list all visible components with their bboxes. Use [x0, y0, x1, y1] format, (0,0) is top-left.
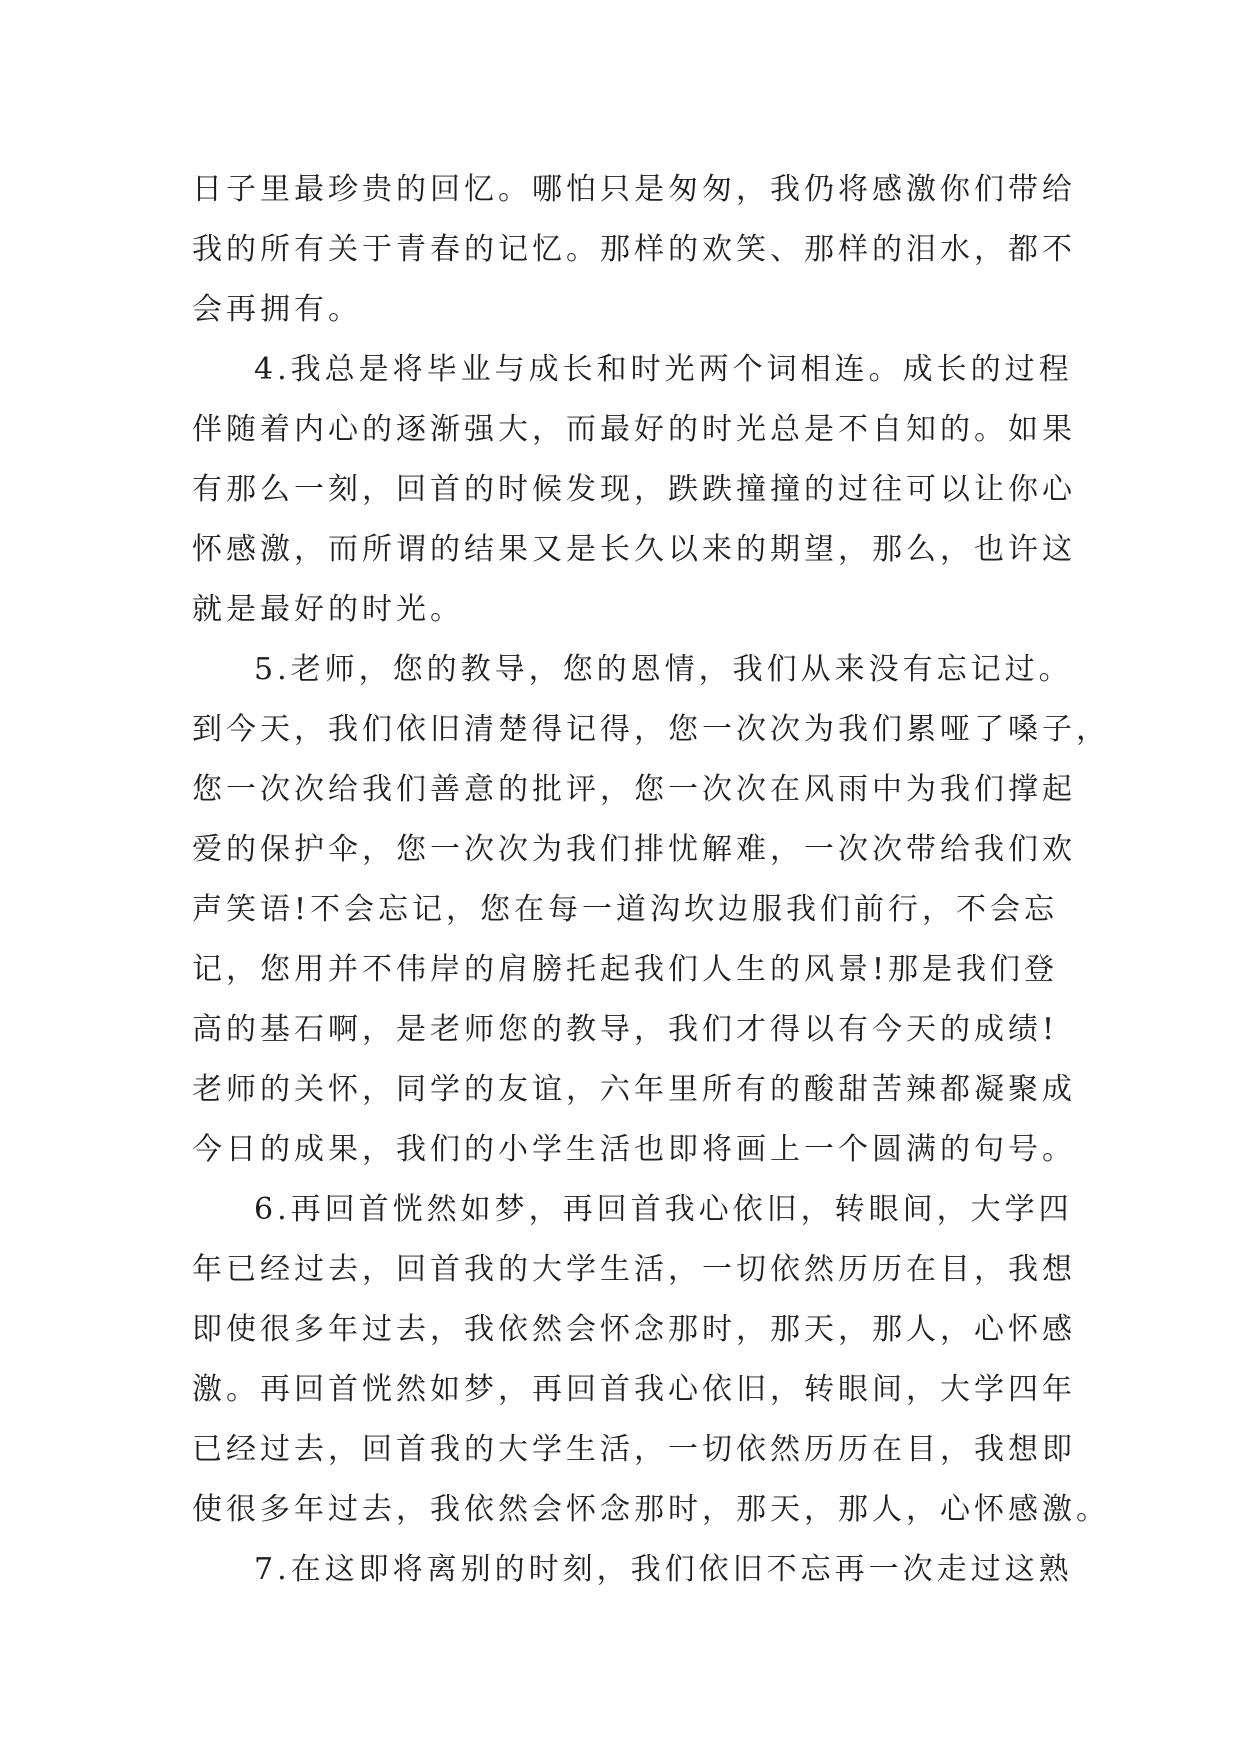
text-line: 会再拥有。 [192, 292, 362, 327]
body-text [192, 160, 1110, 1600]
paragraph-start-6: 6.再回首恍然如梦，再回首我心依旧，转眼间，大学四 [254, 1192, 1073, 1227]
text-line: 老师的关怀，同学的友谊，六年里所有的酸甜苦辣都凝聚成 [192, 1072, 1076, 1107]
text-line: 记，您用并不伟岸的肩膀托起我们人生的风景!那是我们登 [192, 952, 1059, 987]
text-line: 即使很多年过去，我依然会怀念那时，那天，那人，心怀感 [192, 1312, 1076, 1347]
text-line: 声笑语!不会忘记，您在每一道沟坎边服我们前行，不会忘 [192, 892, 1059, 927]
paragraph-start-5: 5.老师，您的教导，您的恩情，我们从来没有忘记过。 [254, 652, 1073, 687]
paragraph-start-4: 4.我总是将毕业与成长和时光两个词相连。成长的过程 [254, 352, 1073, 387]
text-line: 到今天，我们依旧清楚得记得，您一次次为我们累哑了嗓子， [192, 712, 1110, 747]
text-line: 今日的成果，我们的小学生活也即将画上一个圆满的句号。 [192, 1132, 1076, 1167]
text-line: 使很多年过去，我依然会怀念那时，那天，那人，心怀感激。 [192, 1492, 1110, 1527]
text-line: 有那么一刻，回首的时候发现，跌跌撞撞的过往可以让你心 [192, 472, 1076, 507]
text-line: 日子里最珍贵的回忆。哪怕只是匆匆，我仍将感激你们带给 [192, 172, 1076, 207]
text-line: 我的所有关于青春的记忆。那样的欢笑、那样的泪水，都不 [192, 232, 1076, 267]
text-line: 伴随着内心的逐渐强大，而最好的时光总是不自知的。如果 [192, 412, 1076, 447]
paragraph-start-7: 7.在这即将离别的时刻，我们依旧不忘再一次走过这熟 [254, 1552, 1073, 1587]
text-line: 您一次次给我们善意的批评，您一次次在风雨中为我们撑起 [192, 772, 1076, 807]
text-line: 就是最好的时光。 [192, 592, 464, 627]
text-line: 激。再回首恍然如梦，再回首我心依旧，转眼间，大学四年 [192, 1372, 1076, 1407]
text-line: 怀感激，而所谓的结果又是长久以来的期望，那么，也许这 [192, 532, 1076, 567]
text-line: 已经过去，回首我的大学生活，一切依然历历在目，我想即 [192, 1432, 1076, 1467]
text-line: 年已经过去，回首我的大学生活，一切依然历历在目，我想 [192, 1252, 1076, 1287]
text-line: 高的基石啊，是老师您的教导，我们才得以有今天的成绩! [192, 1012, 1059, 1047]
text-line: 爱的保护伞，您一次次为我们排忧解难，一次次带给我们欢 [192, 832, 1076, 867]
